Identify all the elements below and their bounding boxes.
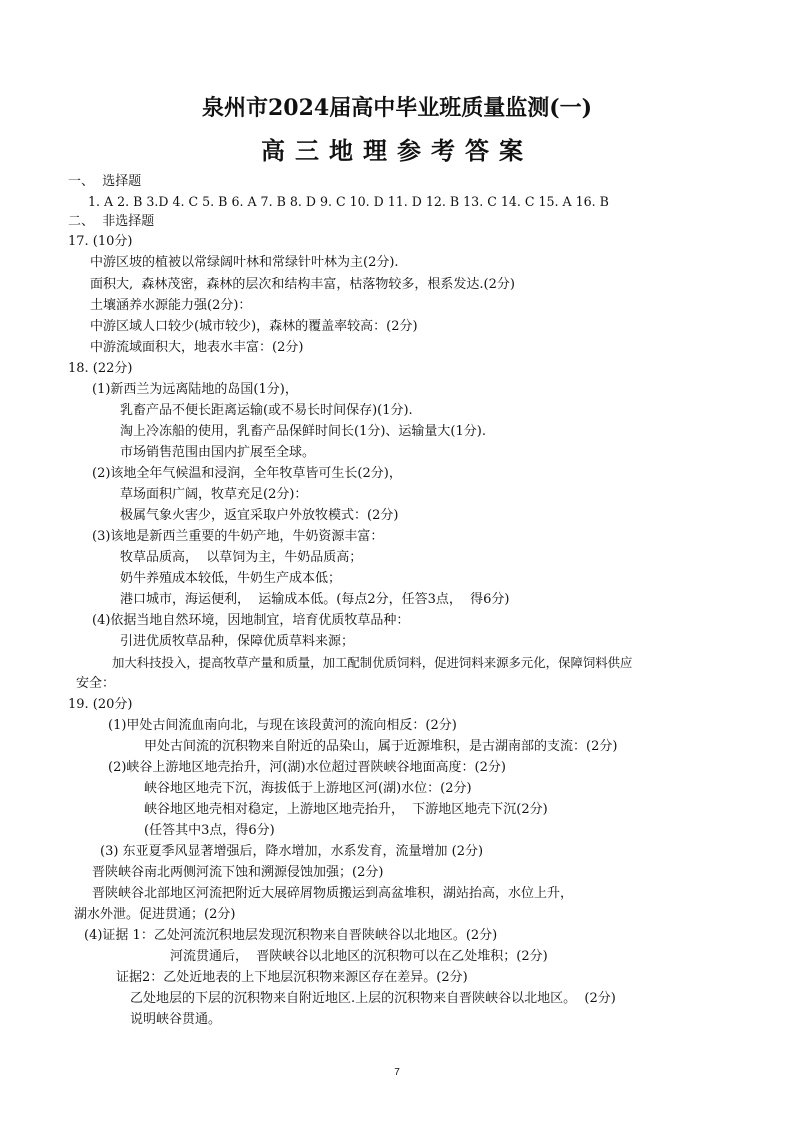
answer-line: 证据2：乙处近地表的上下地层沉积物来源区存在差异。(2分) [116, 970, 468, 985]
question-17-heading: 17. (10分) [68, 234, 133, 249]
answer-line: 晋陕峡谷北部地区河流把附近大展碎屑物质搬运到高盆堆积，湖站抬高，水位上升， [92, 886, 574, 901]
answer-line: (4)依据当地自然环境，因地制宜，培育优质牧草品种： [92, 613, 410, 628]
answer-line: 峡谷地区地壳相对稳定，上游地区地壳抬升， 下游地区地壳下沉(2分) [144, 802, 548, 817]
answer-line: 河流贯通后， 晋陕峡谷以北地区的沉积物可以在乙处堆积；(2分) [170, 949, 548, 964]
answer-line: 市场销售范围由国内扩展至全球。 [120, 445, 316, 460]
answer-line: 土壤涵养水源能力强(2分)： [90, 298, 252, 313]
answer-line: (2)峡谷上游地区地壳抬升，河(湖)水位超过晋陕峡谷地面高度：(2分) [108, 760, 506, 775]
answer-line: 奶牛养殖成本较低，牛奶生产成本低； [120, 571, 342, 586]
document-subtitle: 高三地理参考答案 [261, 136, 533, 165]
answer-line: 中游流域面积大，地表水丰富：(2分) [90, 340, 304, 355]
answer-line: (3) 东亚夏季风显著增强后，降水增加，水系发育，流量增加 (2分) [100, 844, 484, 859]
answer-line: 淘上冷冻船的使用，乳畜产品保鲜时间长(1分)、运输量大(1分). [120, 424, 486, 439]
section-heading-nonchoice: 二、 非选择题 [68, 214, 155, 229]
answer-line: 甲处古间流的沉积物来自附近的品染山，属于近源堆积，是古湖南部的支流：(2分) [144, 739, 618, 754]
answer-line: 湖水外泄。促进贯通；(2分) [74, 907, 236, 922]
answer-line: (4)证据 1：乙处河流沉积地层发现沉积物来自晋陕峡谷以北地区。(2分) [84, 928, 498, 943]
answer-line: 安全： [76, 676, 116, 691]
answer-line: 晋陕峡谷南北两侧河流下蚀和溯源侵蚀加强；(2分) [92, 865, 384, 880]
answer-line: 牧草品质高， 以草饲为主，牛奶品质高； [120, 550, 363, 565]
answer-line: (任答其中3点，得6分) [144, 823, 275, 838]
answer-line: (2)该地全年气候温和浸润，全年牧草皆可生长(2分)， [92, 466, 402, 481]
page-number: 7 [394, 1067, 400, 1078]
answer-line: 说明峡谷贯通。 [130, 1012, 222, 1027]
answer-line: (1)新西兰为远离陆地的岛国(1分)， [92, 382, 298, 397]
choice-answers: 1. A 2. B 3.D 4. C 5. B 6. A 7. B 8. D 9. C 10. D 11. D 12. B 13. C 14. C 15. A 16. B [88, 194, 609, 209]
document-title: 泉州市2024届高中毕业班质量监测(一) [201, 95, 593, 121]
answer-line: 乳畜产品不便长距离运输(或不易长时间保存)(1分). [120, 403, 413, 418]
answer-line: 草场面积广阔，牧草充足(2分)： [120, 487, 308, 502]
answer-line: 中游区域人口较少(城市较少)，森林的覆盖率较高：(2分) [90, 319, 418, 334]
answer-line: 峡谷地区地壳下沉，海拔低于上游地区河(湖)水位：(2分) [144, 781, 472, 796]
answer-line: 引进优质牧草品种，保障优质草料来源； [120, 634, 355, 649]
answer-line: 极属气象火害少，返宜采取户外放牧模式：(2分) [120, 508, 399, 523]
answer-line: 港口城市，海运便利， 运输成本低。(每点2分，任答3点， 得6分) [120, 592, 510, 607]
answer-line: (3)该地是新西兰重要的牛奶产地，牛奶资源丰富： [92, 529, 384, 544]
question-18-heading: 18. (22分) [68, 361, 133, 376]
answer-line: 面积大, 森林茂密，森林的层次和结构丰富，枯落物较多，根系发达.(2分) [90, 277, 515, 292]
answer-line: (1)甲处古间流血南向北，与现在该段黄河的流向相反：(2分) [108, 718, 457, 733]
answer-line: 乙处地层的下层的沉积物来自附近地区.上层的沉积物来自晋陕峡谷以北地区。 (2分) [130, 991, 616, 1006]
section-heading-choice: 一、 选择题 [68, 174, 142, 189]
answer-line: 中游区坡的植被以常绿阔叶林和常绿针叶林为主(2分). [90, 255, 399, 270]
answer-line: 加大科技投入，提高牧草产量和质量，加工配制优质饲料，促进饲料来源多元化，保障饲料供应 [112, 655, 633, 670]
question-19-heading: 19. (20分) [68, 697, 133, 712]
